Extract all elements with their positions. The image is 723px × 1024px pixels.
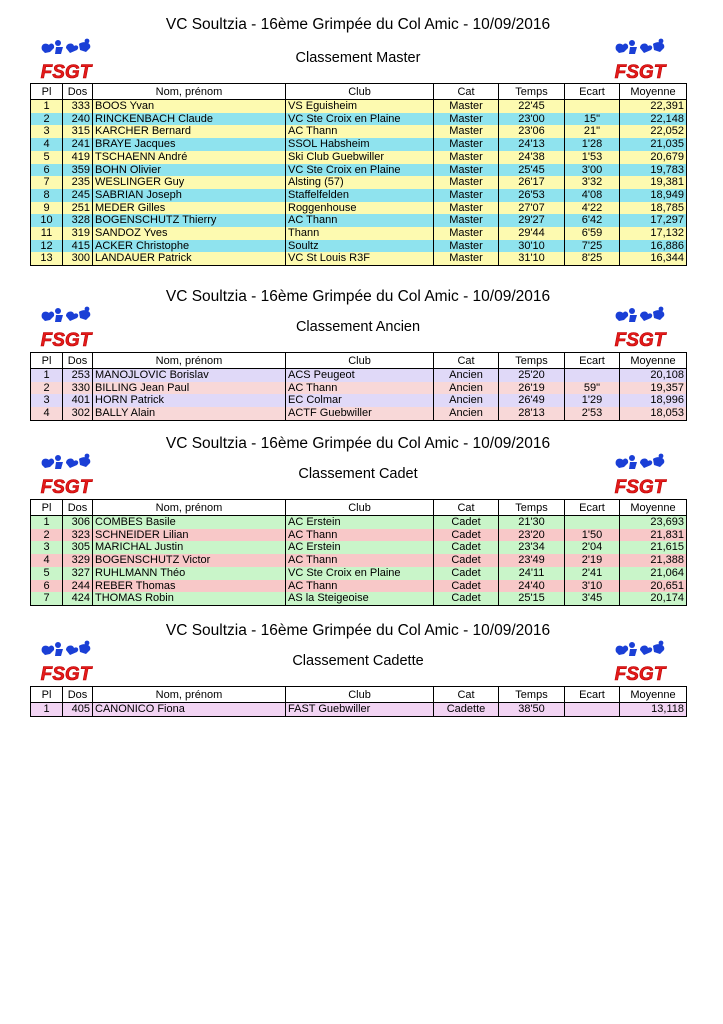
cell-place: 3 <box>31 125 63 138</box>
table-row <box>31 138 687 151</box>
cell-category: Master <box>434 202 499 215</box>
cell-gap: 1'50 <box>565 529 620 542</box>
cell-time: 24'38 <box>499 151 565 164</box>
cell-gap: 15" <box>565 113 620 126</box>
cell-time: 21'30 <box>499 516 565 529</box>
cell-bib: 302 <box>63 407 93 420</box>
table-row <box>31 164 687 177</box>
cell-time: 23'06 <box>499 125 565 138</box>
cell-gap: 2'41 <box>565 567 620 580</box>
svg-text:FSGT: FSGT <box>614 62 666 82</box>
cell-bib: 240 <box>63 113 93 126</box>
cell-category: Cadet <box>434 580 499 593</box>
cell-place: 4 <box>31 138 63 151</box>
table-row <box>31 382 687 395</box>
cell-name: MARICHAL Justin <box>93 541 286 554</box>
cell-time: 31'10 <box>499 252 565 265</box>
column-header-club: Club <box>286 687 434 703</box>
table-row <box>31 554 687 567</box>
cell-place: 4 <box>31 554 63 567</box>
table-header-row <box>31 500 687 516</box>
cell-category: Cadette <box>434 703 499 717</box>
cell-time: 30'10 <box>499 240 565 253</box>
cell-name: MANOJLOVIC Borislav <box>93 369 286 382</box>
cell-name: SABRIAN Joseph <box>93 189 286 202</box>
cell-club: AC Thann <box>286 580 434 593</box>
cell-place: 7 <box>31 592 63 605</box>
column-header-gap: Ecart <box>565 353 620 369</box>
cell-place: 5 <box>31 151 63 164</box>
cell-club: AC Thann <box>286 382 434 395</box>
table-header-row <box>31 687 687 703</box>
cell-bib: 235 <box>63 176 93 189</box>
cell-time: 26'17 <box>499 176 565 189</box>
column-header-gap: Ecart <box>565 687 620 703</box>
column-header-category: Cat <box>434 687 499 703</box>
section-subtitle: Classement Cadette <box>292 653 424 669</box>
column-header-bib: Dos <box>63 687 93 703</box>
cell-name: ACKER Christophe <box>93 240 286 253</box>
cell-gap <box>565 100 620 113</box>
cell-place: 1 <box>31 369 63 382</box>
cell-name: SCHNEIDER Lilian <box>93 529 286 542</box>
cell-time: 22'45 <box>499 100 565 113</box>
cell-bib: 419 <box>63 151 93 164</box>
cell-gap: 1'29 <box>565 394 620 407</box>
cell-bib: 328 <box>63 214 93 227</box>
cell-category: Ancien <box>434 394 499 407</box>
cell-category: Cadet <box>434 592 499 605</box>
cell-place: 1 <box>31 703 63 717</box>
cell-gap: 2'04 <box>565 541 620 554</box>
table-row <box>31 151 687 164</box>
cell-bib: 323 <box>63 529 93 542</box>
cell-gap: 3'45 <box>565 592 620 605</box>
cell-time: 26'53 <box>499 189 565 202</box>
cell-time: 24'13 <box>499 138 565 151</box>
column-header-category: Cat <box>434 500 499 516</box>
column-header-bib: Dos <box>63 84 93 100</box>
cell-category: Ancien <box>434 369 499 382</box>
cell-category: Ancien <box>434 382 499 395</box>
cell-place: 4 <box>31 407 63 420</box>
cell-average: 21,615 <box>620 541 687 554</box>
cell-club: EC Colmar <box>286 394 434 407</box>
cell-place: 11 <box>31 227 63 240</box>
cell-gap: 4'08 <box>565 189 620 202</box>
cell-average: 21,831 <box>620 529 687 542</box>
cell-average: 18,949 <box>620 189 687 202</box>
column-header-club: Club <box>286 84 434 100</box>
cell-category: Master <box>434 240 499 253</box>
cell-time: 38'50 <box>499 703 565 717</box>
cell-bib: 359 <box>63 164 93 177</box>
cell-time: 25'45 <box>499 164 565 177</box>
cell-bib: 327 <box>63 567 93 580</box>
cell-category: Cadet <box>434 567 499 580</box>
cell-time: 23'49 <box>499 554 565 567</box>
cell-name: BOHN Olivier <box>93 164 286 177</box>
cell-name: RUHLMANN Théo <box>93 567 286 580</box>
cell-gap: 7'25 <box>565 240 620 253</box>
column-header-category: Cat <box>434 84 499 100</box>
cell-average: 13,118 <box>620 703 687 717</box>
cell-club: Soultz <box>286 240 434 253</box>
cell-place: 6 <box>31 164 63 177</box>
cell-name: LANDAUER Patrick <box>93 252 286 265</box>
column-header-gap: Ecart <box>565 84 620 100</box>
table-header-row <box>31 353 687 369</box>
table-row <box>31 529 687 542</box>
results-table <box>30 686 687 717</box>
cell-average: 19,357 <box>620 382 687 395</box>
cell-club: AC Erstein <box>286 516 434 529</box>
cell-average: 21,388 <box>620 554 687 567</box>
cell-average: 20,174 <box>620 592 687 605</box>
table-row <box>31 252 687 265</box>
results-table <box>30 352 687 421</box>
cell-average: 22,148 <box>620 113 687 126</box>
column-header-name: Nom, prénom <box>93 500 286 516</box>
cell-bib: 405 <box>63 703 93 717</box>
cell-place: 3 <box>31 541 63 554</box>
column-header-category: Cat <box>434 353 499 369</box>
cell-name: TSCHAENN André <box>93 151 286 164</box>
cell-bib: 305 <box>63 541 93 554</box>
cell-name: REBER Thomas <box>93 580 286 593</box>
cell-place: 1 <box>31 100 63 113</box>
table-row <box>31 227 687 240</box>
cell-category: Cadet <box>434 541 499 554</box>
cell-gap: 21" <box>565 125 620 138</box>
cell-bib: 253 <box>63 369 93 382</box>
column-header-time: Temps <box>499 500 565 516</box>
cell-average: 19,783 <box>620 164 687 177</box>
cell-time: 25'20 <box>499 369 565 382</box>
cell-category: Master <box>434 214 499 227</box>
cell-club: Alsting (57) <box>286 176 434 189</box>
cell-gap: 59" <box>565 382 620 395</box>
cell-time: 23'20 <box>499 529 565 542</box>
cell-category: Master <box>434 100 499 113</box>
cell-gap: 3'32 <box>565 176 620 189</box>
cell-gap: 3'00 <box>565 164 620 177</box>
cell-gap: 6'59 <box>565 227 620 240</box>
cell-club: ACS Peugeot <box>286 369 434 382</box>
cell-bib: 251 <box>63 202 93 215</box>
cell-time: 29'27 <box>499 214 565 227</box>
column-header-club: Club <box>286 500 434 516</box>
table-row <box>31 541 687 554</box>
cell-time: 26'49 <box>499 394 565 407</box>
cell-category: Ancien <box>434 407 499 420</box>
table-row <box>31 176 687 189</box>
column-header-average: Moyenne <box>620 84 687 100</box>
cell-time: 23'00 <box>499 113 565 126</box>
cell-club: Staffelfelden <box>286 189 434 202</box>
column-header-place: Pl <box>31 500 63 516</box>
svg-text:FSGT: FSGT <box>614 477 666 497</box>
cell-average: 18,996 <box>620 394 687 407</box>
cell-average: 20,108 <box>620 369 687 382</box>
cell-average: 20,679 <box>620 151 687 164</box>
cell-time: 26'19 <box>499 382 565 395</box>
cell-average: 17,297 <box>620 214 687 227</box>
cell-bib: 244 <box>63 580 93 593</box>
table-row <box>31 407 687 420</box>
cell-average: 20,651 <box>620 580 687 593</box>
cell-place: 1 <box>31 516 63 529</box>
section-header: VC Soultzia - 16ème Grimpée du Col Amic - 10/09/2016 <box>165 288 551 305</box>
column-header-name: Nom, prénom <box>93 353 286 369</box>
cell-place: 2 <box>31 382 63 395</box>
cell-club: AC Thann <box>286 214 434 227</box>
cell-club: ACTF Guebwiller <box>286 407 434 420</box>
table-row <box>31 100 687 113</box>
cell-place: 3 <box>31 394 63 407</box>
table-row <box>31 214 687 227</box>
column-header-bib: Dos <box>63 500 93 516</box>
table-header-row <box>31 84 687 100</box>
table-row <box>31 703 687 717</box>
cell-name: HORN Patrick <box>93 394 286 407</box>
cell-bib: 424 <box>63 592 93 605</box>
cell-average: 22,391 <box>620 100 687 113</box>
cell-place: 12 <box>31 240 63 253</box>
cell-average: 21,064 <box>620 567 687 580</box>
svg-text:FSGT: FSGT <box>40 477 92 497</box>
cell-name: RINCKENBACH Claude <box>93 113 286 126</box>
cell-category: Master <box>434 164 499 177</box>
cell-place: 8 <box>31 189 63 202</box>
cell-bib: 329 <box>63 554 93 567</box>
column-header-name: Nom, prénom <box>93 687 286 703</box>
column-header-average: Moyenne <box>620 353 687 369</box>
cell-category: Master <box>434 227 499 240</box>
cell-average: 21,035 <box>620 138 687 151</box>
cell-average: 18,785 <box>620 202 687 215</box>
cell-average: 23,693 <box>620 516 687 529</box>
cell-name: BOGENSCHUTZ Victor <box>93 554 286 567</box>
cell-place: 10 <box>31 214 63 227</box>
column-header-gap: Ecart <box>565 500 620 516</box>
cell-time: 29'44 <box>499 227 565 240</box>
cell-name: COMBES Basile <box>93 516 286 529</box>
cell-gap: 2'19 <box>565 554 620 567</box>
cell-club: Roggenhouse <box>286 202 434 215</box>
cell-bib: 241 <box>63 138 93 151</box>
cell-category: Master <box>434 113 499 126</box>
cell-bib: 315 <box>63 125 93 138</box>
cell-average: 16,344 <box>620 252 687 265</box>
cell-category: Master <box>434 138 499 151</box>
cell-gap: 6'42 <box>565 214 620 227</box>
cell-category: Cadet <box>434 516 499 529</box>
cell-average: 19,381 <box>620 176 687 189</box>
table-row <box>31 592 687 605</box>
cell-category: Master <box>434 176 499 189</box>
cell-club: AC Thann <box>286 529 434 542</box>
cell-category: Master <box>434 189 499 202</box>
cell-average: 18,053 <box>620 407 687 420</box>
column-header-place: Pl <box>31 353 63 369</box>
table-row <box>31 394 687 407</box>
cell-gap <box>565 703 620 717</box>
cell-time: 27'07 <box>499 202 565 215</box>
cell-category: Master <box>434 125 499 138</box>
cell-bib: 306 <box>63 516 93 529</box>
cell-category: Master <box>434 252 499 265</box>
cell-name: BILLING Jean Paul <box>93 382 286 395</box>
cell-club: AS la Steigeoise <box>286 592 434 605</box>
cell-bib: 319 <box>63 227 93 240</box>
cell-gap: 1'53 <box>565 151 620 164</box>
cell-average: 22,052 <box>620 125 687 138</box>
table-row <box>31 369 687 382</box>
cell-club: VC St Louis R3F <box>286 252 434 265</box>
cell-place: 7 <box>31 176 63 189</box>
cell-category: Cadet <box>434 529 499 542</box>
section-header: VC Soultzia - 16ème Grimpée du Col Amic - 10/09/2016 <box>165 622 551 639</box>
cell-bib: 333 <box>63 100 93 113</box>
cell-time: 24'40 <box>499 580 565 593</box>
cell-gap: 3'10 <box>565 580 620 593</box>
svg-text:FSGT: FSGT <box>40 330 92 350</box>
svg-text:FSGT: FSGT <box>614 664 666 684</box>
table-row <box>31 125 687 138</box>
cell-gap <box>565 369 620 382</box>
cell-club: VC Ste Croix en Plaine <box>286 113 434 126</box>
cell-category: Master <box>434 151 499 164</box>
cell-bib: 330 <box>63 382 93 395</box>
cell-name: SANDOZ Yves <box>93 227 286 240</box>
table-row <box>31 516 687 529</box>
column-header-time: Temps <box>499 84 565 100</box>
cell-club: FAST Guebwiller <box>286 703 434 717</box>
cell-place: 5 <box>31 567 63 580</box>
cell-gap <box>565 516 620 529</box>
cell-club: VC Ste Croix en Plaine <box>286 567 434 580</box>
column-header-place: Pl <box>31 687 63 703</box>
table-row <box>31 113 687 126</box>
column-header-average: Moyenne <box>620 500 687 516</box>
section-header: VC Soultzia - 16ème Grimpée du Col Amic - 10/09/2016 <box>165 16 551 33</box>
section-subtitle: Classement Master <box>295 50 421 66</box>
cell-place: 13 <box>31 252 63 265</box>
cell-bib: 415 <box>63 240 93 253</box>
cell-gap: 8'25 <box>565 252 620 265</box>
cell-gap: 2'53 <box>565 407 620 420</box>
table-row <box>31 567 687 580</box>
section-subtitle: Classement Cadet <box>298 466 418 482</box>
cell-place: 6 <box>31 580 63 593</box>
section-subtitle: Classement Ancien <box>295 319 421 335</box>
cell-club: SSOL Habsheim <box>286 138 434 151</box>
svg-text:FSGT: FSGT <box>614 330 666 350</box>
cell-club: AC Thann <box>286 554 434 567</box>
column-header-average: Moyenne <box>620 687 687 703</box>
cell-name: KARCHER Bernard <box>93 125 286 138</box>
cell-place: 9 <box>31 202 63 215</box>
cell-category: Cadet <box>434 554 499 567</box>
cell-club: VS Eguisheim <box>286 100 434 113</box>
column-header-club: Club <box>286 353 434 369</box>
table-row <box>31 580 687 593</box>
cell-club: AC Thann <box>286 125 434 138</box>
section-header: VC Soultzia - 16ème Grimpée du Col Amic - 10/09/2016 <box>165 435 551 452</box>
cell-name: THOMAS Robin <box>93 592 286 605</box>
table-row <box>31 189 687 202</box>
column-header-name: Nom, prénom <box>93 84 286 100</box>
cell-name: BRAYE Jacques <box>93 138 286 151</box>
cell-club: Thann <box>286 227 434 240</box>
cell-bib: 245 <box>63 189 93 202</box>
cell-bib: 401 <box>63 394 93 407</box>
cell-name: BOOS Yvan <box>93 100 286 113</box>
cell-bib: 300 <box>63 252 93 265</box>
cell-name: WESLINGER Guy <box>93 176 286 189</box>
svg-text:FSGT: FSGT <box>40 664 92 684</box>
cell-time: 23'34 <box>499 541 565 554</box>
results-table <box>30 83 687 266</box>
cell-name: BOGENSCHUTZ Thierry <box>93 214 286 227</box>
cell-average: 17,132 <box>620 227 687 240</box>
cell-place: 2 <box>31 529 63 542</box>
cell-club: VC Ste Croix en Plaine <box>286 164 434 177</box>
cell-time: 28'13 <box>499 407 565 420</box>
svg-text:FSGT: FSGT <box>40 62 92 82</box>
cell-name: BALLY Alain <box>93 407 286 420</box>
cell-name: CANONICO Fiona <box>93 703 286 717</box>
cell-average: 16,886 <box>620 240 687 253</box>
column-header-time: Temps <box>499 353 565 369</box>
cell-club: Ski Club Guebwiller <box>286 151 434 164</box>
table-row <box>31 202 687 215</box>
cell-place: 2 <box>31 113 63 126</box>
cell-gap: 1'28 <box>565 138 620 151</box>
column-header-time: Temps <box>499 687 565 703</box>
column-header-bib: Dos <box>63 353 93 369</box>
cell-time: 24'11 <box>499 567 565 580</box>
cell-gap: 4'22 <box>565 202 620 215</box>
table-row <box>31 240 687 253</box>
cell-name: MEDER Gilles <box>93 202 286 215</box>
results-table <box>30 499 687 606</box>
cell-time: 25'15 <box>499 592 565 605</box>
column-header-place: Pl <box>31 84 63 100</box>
cell-club: AC Erstein <box>286 541 434 554</box>
